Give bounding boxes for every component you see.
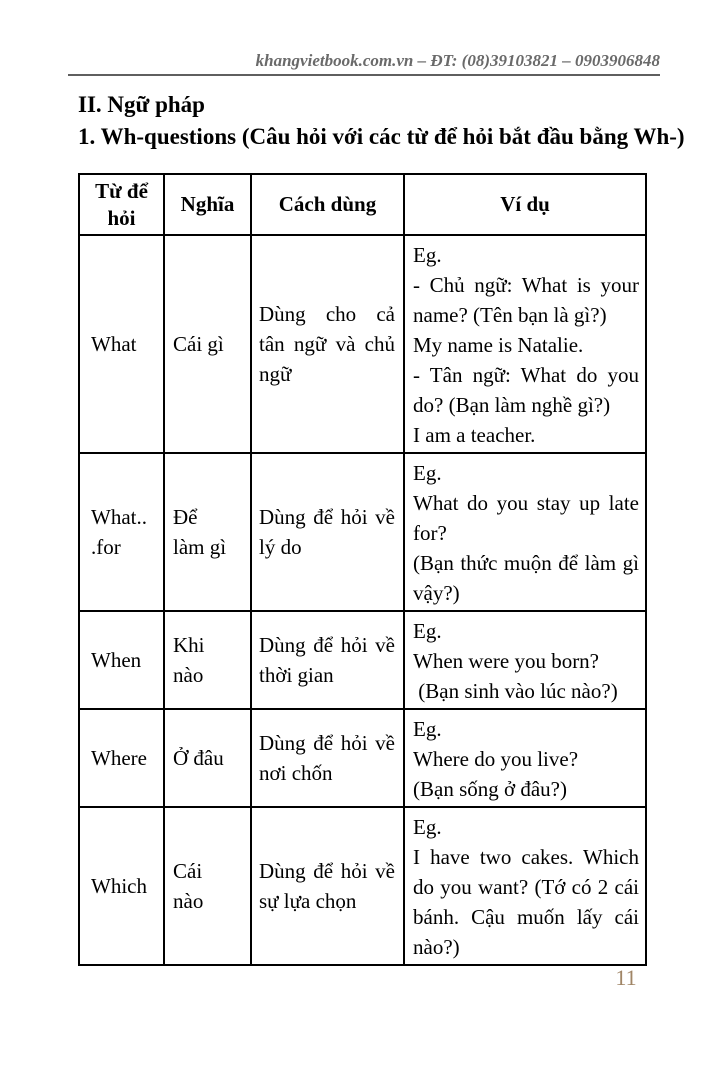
col-header-usage: Cách dùng xyxy=(251,174,404,235)
cell-example xyxy=(404,807,646,965)
cell-example-text: (Bạn sống ở đâu?) xyxy=(413,777,567,801)
cell-example-text: Eg. xyxy=(413,461,442,485)
table-row xyxy=(79,235,646,453)
cell-usage-text: Dùng để hỏi về sự lựa chọn xyxy=(259,859,395,913)
cell-question-word-text: Where xyxy=(91,746,147,770)
cell-usage xyxy=(251,453,404,611)
cell-example-text: I have two cakes. Which do you want? (Tớ có 2 cái bánh. Cậu muốn lấy cái nào?) xyxy=(413,845,645,959)
cell-example-text: Eg. xyxy=(413,243,442,267)
cell-meaning-text: Cái gì xyxy=(173,332,224,356)
cell-meaning xyxy=(164,235,251,453)
cell-example-text: Eg. xyxy=(413,717,442,741)
cell-example-text: Where do you live? xyxy=(413,747,579,771)
cell-example xyxy=(404,709,646,807)
cell-usage xyxy=(251,611,404,709)
cell-meaning xyxy=(164,611,251,709)
cell-example xyxy=(404,453,646,611)
cell-usage-text: Dùng cho cả tân ngữ và chủ ngữ xyxy=(259,302,395,386)
cell-meaning-text: nào xyxy=(173,889,204,913)
cell-meaning-text: nào xyxy=(173,663,204,687)
cell-question-word xyxy=(79,611,164,709)
cell-meaning xyxy=(164,807,251,965)
cell-question-word-text: .for xyxy=(91,535,121,559)
page-number: 11 xyxy=(615,965,637,990)
cell-question-word xyxy=(79,453,164,611)
running-header: khangvietbook.com.vn – ĐT: (08)39103821 – 0903906848 xyxy=(255,51,660,70)
cell-usage-text: Dùng để hỏi về thời gian xyxy=(259,633,395,687)
cell-question-word xyxy=(79,807,164,965)
cell-usage-text: Dùng để hỏi về lý do xyxy=(259,505,395,559)
cell-example-text: What do you stay up late for? xyxy=(413,491,645,545)
cell-example-text: Eg. xyxy=(413,619,442,643)
cell-usage xyxy=(251,807,404,965)
table-row xyxy=(79,709,646,807)
cell-meaning xyxy=(164,709,251,807)
cell-question-word xyxy=(79,709,164,807)
cell-usage xyxy=(251,235,404,453)
cell-example xyxy=(404,235,646,453)
cell-meaning-text: Khi xyxy=(173,633,205,657)
cell-question-word-text: What.. xyxy=(91,505,147,529)
cell-example-text: Eg. xyxy=(413,815,442,839)
cell-meaning-text: Để xyxy=(173,505,198,529)
table-row xyxy=(79,807,646,965)
cell-question-word-text: When xyxy=(91,648,142,672)
cell-usage xyxy=(251,709,404,807)
cell-usage-text: Dùng để hỏi về nơi chốn xyxy=(259,731,395,785)
cell-question-word xyxy=(79,235,164,453)
cell-question-word-text: Which xyxy=(91,874,147,898)
cell-example-text: - Chủ ngữ: What is your name? (Tên bạn là gì?) xyxy=(413,273,645,327)
cell-example-text: (Bạn sinh vào lúc nào?) xyxy=(413,679,618,703)
cell-example-text: - Tân ngữ: What do you do? (Bạn làm nghề gì?) xyxy=(413,363,645,417)
cell-example-text: When were you born? xyxy=(413,649,600,673)
table-header-row xyxy=(79,174,646,235)
cell-meaning-text: Ở đâu xyxy=(173,746,224,770)
cell-example-text: (Bạn thức muộn để làm gì vậy?) xyxy=(413,551,645,605)
header-rule xyxy=(68,74,660,76)
subsection-heading: 1. Wh-questions (Câu hỏi với các từ để hỏi bắt đầu bằng Wh-) xyxy=(78,124,685,149)
cell-meaning-text: Cái xyxy=(173,859,203,883)
cell-meaning-text: làm gì xyxy=(173,535,227,559)
wh-questions-table xyxy=(78,173,647,966)
table-row xyxy=(79,611,646,709)
cell-meaning xyxy=(164,453,251,611)
cell-example-text: My name is Natalie. xyxy=(413,333,584,357)
cell-example xyxy=(404,611,646,709)
table-row xyxy=(79,453,646,611)
col-header-meaning: Nghĩa xyxy=(164,174,251,235)
col-header-question-word: Từ để hỏi xyxy=(79,174,164,235)
section-heading: II. Ngữ pháp xyxy=(78,92,205,117)
cell-question-word-text: What xyxy=(91,332,137,356)
cell-example-text: I am a teacher. xyxy=(413,423,536,447)
col-header-example: Ví dụ xyxy=(404,174,646,235)
